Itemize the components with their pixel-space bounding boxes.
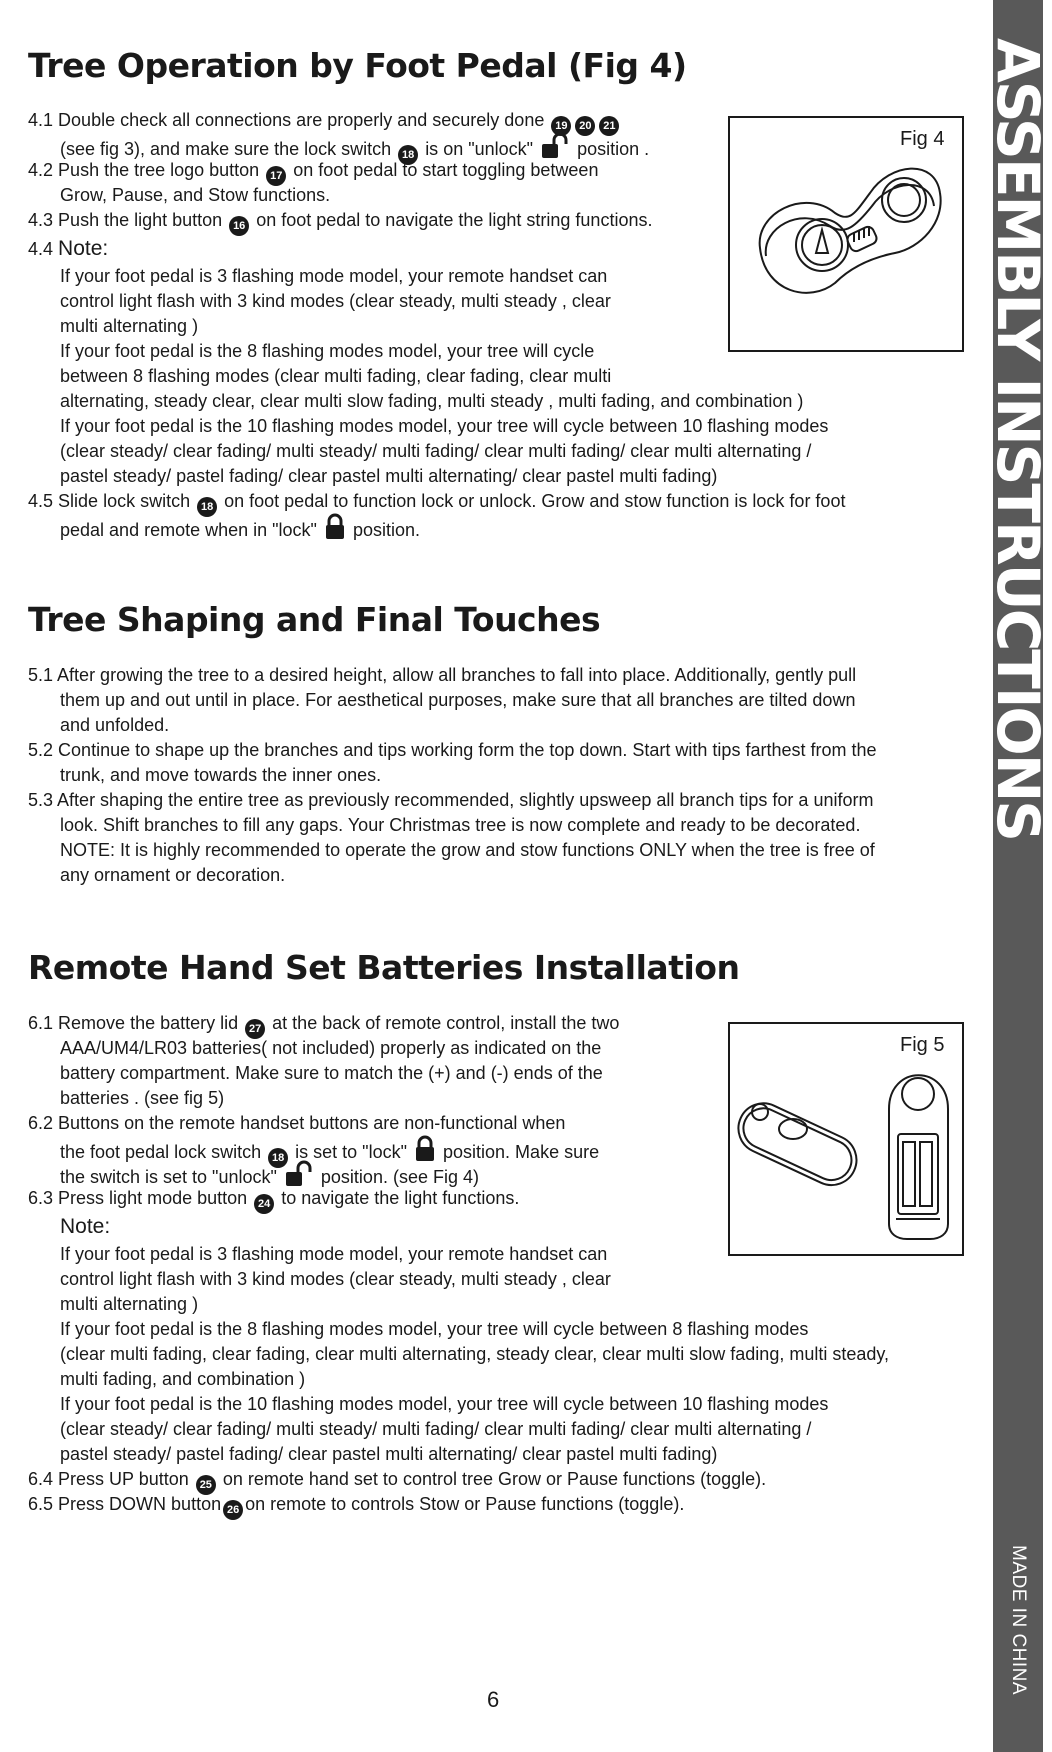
step-4-4	[28, 236, 108, 262]
note-text-line: multi alternating )	[60, 1294, 199, 1314]
note-text-line: alternating, steady clear, clear multi slow fading, multi steady , multi fading, and combination )	[60, 391, 804, 411]
step-number: 6.5	[28, 1494, 54, 1514]
step-text-line: battery compartment. Make sure to match the (+) and (-) ends of the	[60, 1063, 603, 1083]
part-badge-18: 18	[268, 1148, 288, 1168]
note-label: Note:	[58, 237, 109, 260]
step-4-5	[28, 489, 845, 517]
step-number: 5.2	[28, 740, 54, 760]
note-text-line: If your foot pedal is the 10 flashing modes model, your tree will cycle between 10 flashing modes	[60, 416, 829, 436]
step-text: on remote to controls Stow or Pause functions (toggle).	[245, 1494, 685, 1514]
figure-label: Fig 5	[900, 1034, 945, 1056]
note-text-line: between 8 flashing modes (clear multi fading, clear fading, clear multi	[60, 366, 612, 386]
part-badge-19: 19	[551, 116, 571, 136]
step-text: on foot pedal to start toggling between	[293, 160, 599, 180]
step-number: 6.4	[28, 1469, 54, 1489]
step-text: the switch is set to "unlock"	[60, 1167, 277, 1187]
step-text: on remote hand set to control tree Grow or Pause functions (toggle).	[222, 1469, 767, 1489]
step-text: is set to "lock"	[295, 1142, 407, 1162]
step-number: 4.2	[28, 160, 54, 180]
step-6-3	[28, 1186, 519, 1214]
step-text: pedal and remote when in "lock"	[60, 520, 317, 540]
note-text-line: If your foot pedal is the 8 flashing modes model, your tree will cycle	[60, 341, 595, 361]
step-text: After shaping the entire tree as previously recommended, slightly upsweep all branch tips for a uniform	[57, 790, 874, 810]
note-label: Note:	[60, 1215, 111, 1238]
step-text-line: any ornament or decoration.	[60, 865, 286, 885]
step-number: 5.1	[28, 665, 54, 685]
page-number: 6	[487, 1687, 500, 1712]
step-4-5-cont	[60, 514, 420, 547]
part-badge-20: 20	[575, 116, 595, 136]
part-badge-18: 18	[197, 497, 217, 517]
sidebar	[984, 0, 1052, 1752]
step-text: Push the tree logo button	[58, 160, 260, 180]
step-6-5	[28, 1492, 684, 1520]
step-text-line: look. Shift branches to fill any gaps. Your Christmas tree is now complete and ready to be decorated.	[60, 815, 861, 835]
step-text: After growing the tree to a desired height, allow all branches to fall into place. Additionally, gently pull	[57, 665, 857, 685]
step-number: 6.1	[28, 1013, 54, 1033]
step-text: Buttons on the remote handset buttons are non-functional when	[58, 1113, 566, 1133]
remote-illustration	[730, 1024, 962, 1254]
sidebar-footer: MADE IN CHINA	[1008, 1545, 1029, 1696]
part-badge-16: 16	[229, 216, 249, 236]
section-6-title: Remote Hand Set Batteries Installation	[28, 948, 740, 987]
step-text: Continue to shape up the branches and tips working form the top down. Start with tips farthest from the	[58, 740, 877, 760]
step-text: at the back of remote control, install the two	[272, 1013, 620, 1033]
part-badge-18: 18	[398, 145, 418, 165]
step-text: on foot pedal to function lock or unlock. Grow and stow function is lock for foot	[224, 491, 846, 511]
note-text-line: control light flash with 3 kind modes (clear steady, multi steady , clear	[60, 1269, 611, 1289]
sidebar-title: ASSEMBLY INSTRUCTIONS	[984, 38, 1052, 841]
lock-closed-icon	[325, 514, 345, 547]
foot-pedal-illustration	[730, 118, 962, 350]
step-6-2	[28, 1111, 565, 1136]
note-text-line: If your foot pedal is the 10 flashing modes model, your tree will cycle between 10 flashing modes	[60, 1394, 829, 1414]
note-text-line: If your foot pedal is 3 flashing mode model, your remote handset can	[60, 266, 608, 286]
step-5-2	[28, 738, 877, 763]
step-number: 6.3	[28, 1188, 54, 1208]
step-4-2	[28, 158, 598, 186]
step-number: 5.3	[28, 790, 54, 810]
note-text-line: If your foot pedal is 3 flashing mode model, your remote handset can	[60, 1244, 608, 1264]
step-number: 6.2	[28, 1113, 54, 1133]
step-text: Press light mode button	[58, 1188, 248, 1208]
step-number: 4.5	[28, 491, 54, 511]
note-text-line: If your foot pedal is the 8 flashing modes model, your tree will cycle between 8 flashing modes	[60, 1319, 809, 1339]
step-text: is on "unlock"	[425, 139, 534, 159]
note-text-line: (clear steady/ clear fading/ multi steady/ multi fading/ clear multi fading/ clear multi alternating /	[60, 441, 812, 461]
step-text-line: them up and out until in place. For aesthetical purposes, make sure that all branches are tilted down	[60, 690, 856, 710]
step-text-line: and unfolded.	[60, 715, 170, 735]
note-text-line: (clear steady/ clear fading/ multi steady/ multi fading/ clear multi fading/ clear multi alternating /	[60, 1419, 812, 1439]
section-4-title: Tree Operation by Foot Pedal (Fig 4)	[28, 46, 687, 85]
section-5-title: Tree Shaping and Final Touches	[28, 600, 601, 639]
step-text: position. Make sure	[443, 1142, 600, 1162]
step-text: Press UP button	[58, 1469, 189, 1489]
step-6-4	[28, 1467, 766, 1495]
note-text-line: pastel steady/ pastel fading/ clear pastel multi alternating/ clear pastel multi fading)	[60, 466, 718, 486]
figure-label: Fig 4	[900, 128, 945, 150]
step-text: Press DOWN button	[58, 1494, 222, 1514]
part-badge-24: 24	[254, 1194, 274, 1214]
step-4-3	[28, 208, 652, 236]
step-text: Double check all connections are properly and securely done	[58, 110, 545, 130]
figure-5-remote	[728, 1022, 964, 1256]
part-badge-25: 25	[196, 1475, 216, 1495]
step-text: position .	[577, 139, 650, 159]
step-text: the foot pedal lock switch	[60, 1142, 262, 1162]
step-text-line: AAA/UM4/LR03 batteries( not included) properly as indicated on the	[60, 1038, 602, 1058]
step-text: (see fig 3), and make sure the lock switch	[60, 139, 392, 159]
step-text-line: batteries . (see fig 5)	[60, 1088, 225, 1108]
note-text-line: control light flash with 3 kind modes (clear steady, multi steady , clear	[60, 291, 611, 311]
step-text-line: trunk, and move towards the inner ones.	[60, 765, 382, 785]
step-text: position. (see Fig 4)	[320, 1167, 479, 1187]
note-text-line: (clear multi fading, clear fading, clear multi alternating, steady clear, clear multi slow fading, multi steady,	[60, 1344, 890, 1364]
part-badge-26: 26	[223, 1500, 243, 1520]
step-5-1	[28, 663, 856, 688]
step-5-3	[28, 788, 873, 813]
step-text: Remove the battery lid	[58, 1013, 239, 1033]
note-text-line: pastel steady/ pastel fading/ clear pastel multi alternating/ clear pastel multi fading)	[60, 1444, 718, 1464]
step-text: on foot pedal to navigate the light string functions.	[256, 210, 653, 230]
step-text-line: Grow, Pause, and Stow functions.	[60, 185, 331, 205]
step-6-1	[28, 1011, 619, 1039]
part-badge-21: 21	[599, 116, 619, 136]
figure-4-foot-pedal	[728, 116, 964, 352]
part-badge-27: 27	[245, 1019, 265, 1039]
step-text: position.	[352, 520, 421, 540]
step-text: Push the light button	[58, 210, 223, 230]
step-text: to navigate the light functions.	[281, 1188, 520, 1208]
step-number: 4.3	[28, 210, 54, 230]
step-text-line: NOTE: It is highly recommended to operate the grow and stow functions ONLY when the tree is free of	[60, 840, 875, 860]
note-text-line: multi fading, and combination )	[60, 1369, 306, 1389]
step-number: 4.4	[28, 239, 54, 259]
step-text: Slide lock switch	[58, 491, 191, 511]
note-text-line: multi alternating )	[60, 316, 199, 336]
step-number: 4.1	[28, 110, 54, 130]
step-4-1	[28, 108, 621, 136]
part-badge-17: 17	[266, 166, 286, 186]
